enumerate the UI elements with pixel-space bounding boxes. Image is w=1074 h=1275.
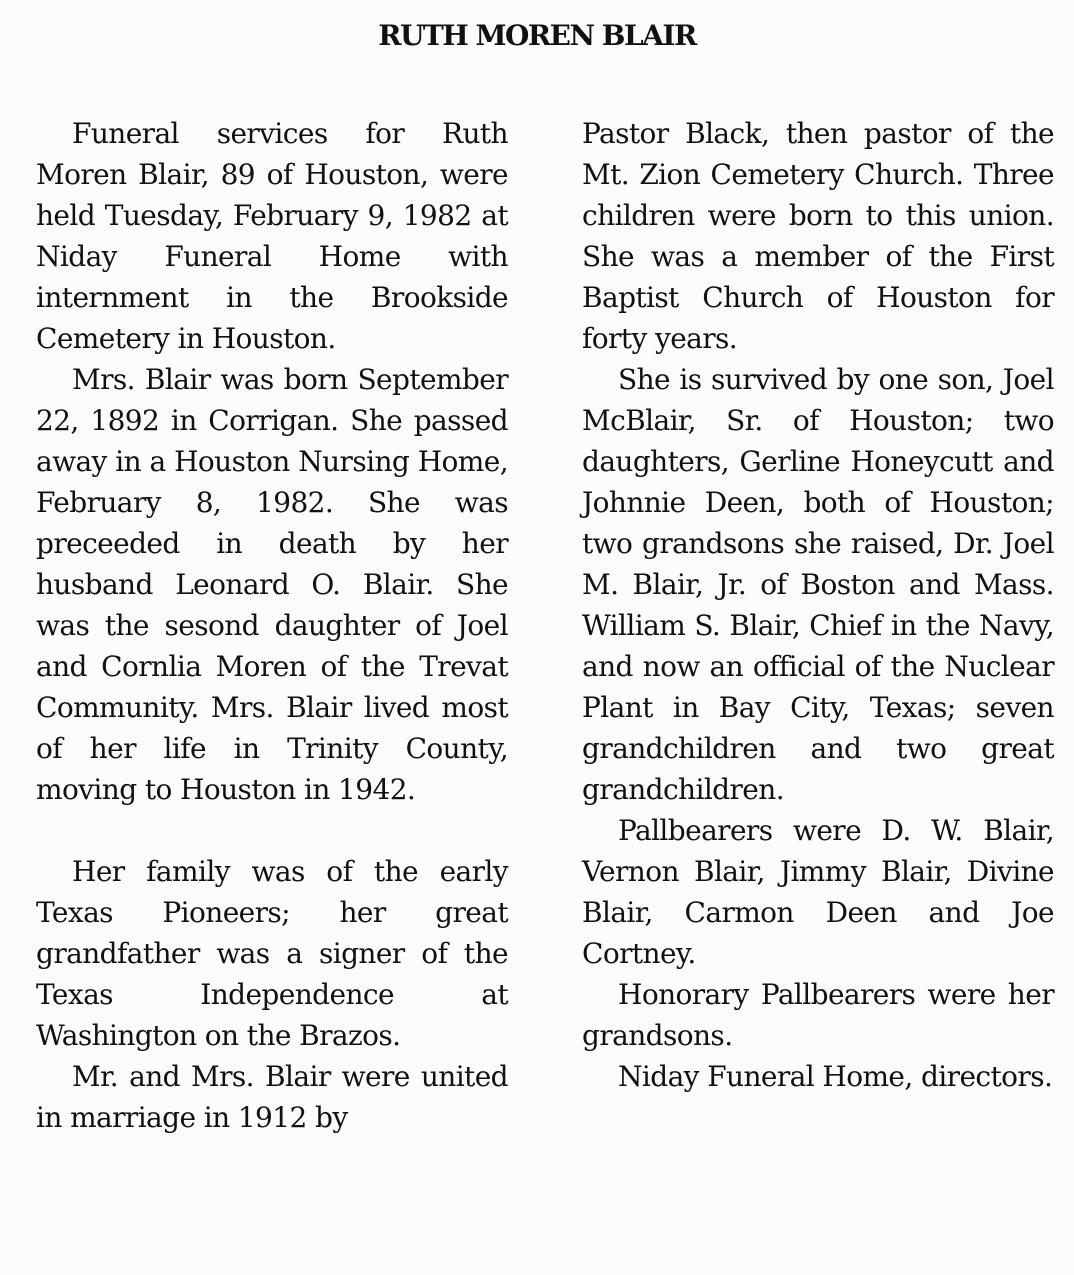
paragraph-family-history: Her family was of the early Texas Pioneers; her great grandfather was a signer of the Texas Independence at Washington on the Brazos. [36,855,508,1052]
paragraph-honorary-pallbearers: Honorary Pallbearers were her grandsons. [582,978,1054,1052]
paragraph-funeral-services: Funeral services for Ruth Moren Blair, 89 of Houston, were held Tuesday, February 9, 1982 at Niday Funeral Home with internment in the Brookside Cemetery in Houston. [36,117,508,355]
paragraph-pallbearers: Pallbearers were D. W. Blair, Vernon Blair, Jimmy Blair, Divine Blair, Carmon Deen and Joe Cortney. [582,814,1054,970]
paragraph-marriage-continued: Pastor Black, then pastor of the Mt. Zion Cemetery Church. Three children were born to this union. She was a member of the First Baptist Church of Houston for forty years. [582,117,1054,355]
right-column [582,113,1054,1097]
headline: RUTH MOREN BLAIR [378,19,696,52]
left-column [36,113,508,1138]
paragraph-birth-and-life: Mrs. Blair was born September 22, 1892 in Corrigan. She passed away in a Houston Nursing Home, February 8, 1982. She was preceeded in death by her husband Leonard O. Blair. She was the sesond daughter of Joel and Cornlia Moren of the Trevat Community. Mrs. Blair lived most of her life in Trinity County, moving to Houston in 1942. [36,363,508,806]
paragraph-directors: Niday Funeral Home, directors. [618,1060,1053,1093]
paragraph-survivors: She is survived by one son, Joel McBlair, Sr. of Houston; two daughters, Gerline Honeycutt and Johnnie Deen, both of Houston; two grandsons she raised, Dr. Joel M. Blair, Jr. of Boston and Mass. William S. Blair, Chief in the Navy, and now an official of the Nuclear Plant in Bay City, Texas; seven grandchildren and two great grandchildren. [582,363,1054,806]
paragraph-marriage: Mr. and Mrs. Blair were united in marriage in 1912 by [36,1060,508,1134]
